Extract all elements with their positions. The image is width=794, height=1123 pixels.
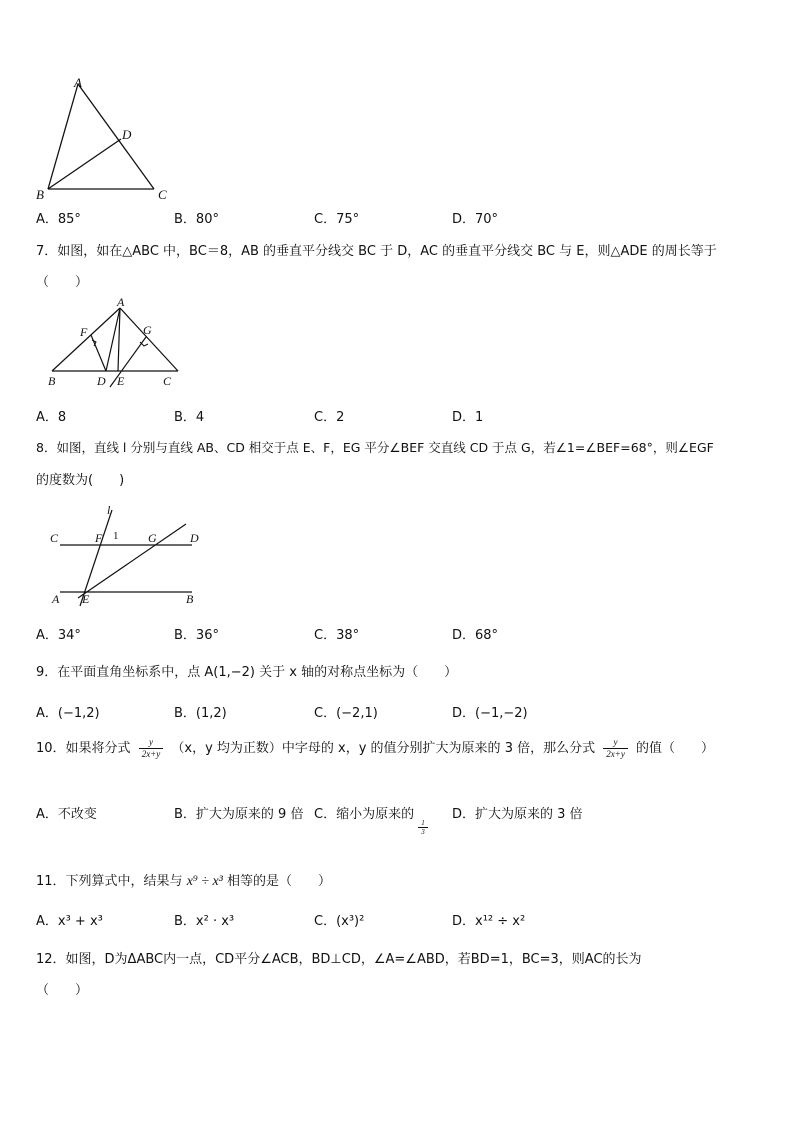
q9-option-d[interactable]: D．(−1,−2)	[452, 706, 528, 721]
q10-fraction-2	[603, 737, 628, 760]
q6-option-a[interactable]: A．85°	[36, 212, 81, 227]
q12-stem-line2: （ ）	[36, 983, 89, 998]
q10-fraction-2-num: y	[603, 737, 628, 749]
fig8-label-g: G	[148, 531, 157, 545]
q10-fraction-1	[139, 737, 164, 760]
q9-option-b[interactable]: B．(1,2)	[174, 706, 227, 721]
q8-option-d[interactable]: D．68°	[452, 628, 499, 643]
q10-option-c[interactable]	[314, 803, 428, 836]
q10-stem-prefix: 10．如果将分式	[36, 741, 131, 756]
q8-stem-line2: 的度数为( )	[36, 473, 125, 488]
fig8-label-c: C	[50, 531, 59, 545]
fig7-label-b: B	[48, 374, 56, 388]
q11-option-a[interactable]: A．x³ + x³	[36, 914, 103, 929]
q10-option-c-fraction	[418, 819, 428, 836]
q10-option-c-frac-num: 1	[418, 819, 428, 828]
q9-option-c[interactable]: C．(−2,1)	[314, 706, 378, 721]
q8-parallel-lines-figure	[40, 502, 210, 612]
fig8-label-a: A	[52, 592, 60, 606]
q11-stem	[36, 870, 331, 890]
q9-stem: 9．在平面直角坐标系中，点 A(1,−2) 关于 x 轴的对称点坐标为（ ）	[36, 665, 458, 680]
q10-fraction-1-num: y	[139, 737, 164, 749]
fig7-label-a: A	[117, 295, 125, 309]
q10-option-c-text: C．缩小为原来的	[314, 807, 415, 822]
q6-option-d[interactable]: D．70°	[452, 212, 499, 227]
q8-option-b[interactable]: B．36°	[174, 628, 219, 643]
q11-option-c[interactable]: C．(x³)²	[314, 914, 365, 929]
fig7-label-c: C	[163, 374, 172, 388]
q10-option-b[interactable]: B．扩大为原来的 9 倍	[174, 807, 304, 822]
q8-option-c[interactable]: C．38°	[314, 628, 360, 643]
fig6-label-b: B	[36, 187, 44, 202]
q10-fraction-2-den: 2x+y	[606, 749, 625, 759]
fig7-label-e: E	[117, 374, 125, 388]
fig6-label-c: C	[158, 187, 167, 202]
fig6-label-a: A	[74, 75, 82, 90]
fig7-label-d: D	[97, 374, 106, 388]
fig8-label-1: 1	[113, 530, 119, 542]
q8-option-a[interactable]: A．34°	[36, 628, 81, 643]
fig7-label-g: G	[143, 323, 152, 337]
q6-triangle-figure	[30, 72, 180, 204]
fig6-label-d: D	[122, 127, 132, 142]
q10-option-d[interactable]: D．扩大为原来的 3 倍	[452, 807, 583, 822]
q7-stem-line2: （ ）	[36, 275, 89, 290]
q10-option-a[interactable]: A．不改变	[36, 807, 97, 822]
fig8-label-l: l	[107, 503, 111, 517]
q6-option-c[interactable]: C．75°	[314, 212, 360, 227]
q11-option-b[interactable]: B．x² · x³	[174, 914, 235, 929]
q6-option-b[interactable]: B．80°	[174, 212, 219, 227]
q10-stem-suffix: 的值（ ）	[635, 741, 714, 756]
q7-option-b[interactable]: B．4	[174, 410, 205, 425]
q7-stem-line1: 7．如图，如在△ABC 中，BC＝8，AB 的垂直平分线交 BC 于 D，AC 的垂直平分线交 BC 与 E，则△ADE 的周长等于	[36, 244, 717, 259]
q12-stem-line1: 12．如图，D为ΔABC内一点，CD平分∠ACB，BD⊥CD，∠A=∠ABD，若BD=1，BC=3，则AC的长为	[36, 952, 642, 967]
q8-stem-line1: 8．如图，直线 l 分别与直线 AB、CD 相交于点 E、F，EG 平分∠BEF 交直线 CD 于点 G，若∠1=∠BEF=68°，则∠EGF	[36, 440, 714, 455]
q10-stem-middle: （x，y 均为正数）中字母的 x，y 的值分别扩大为原来的 3 倍，那么分式	[171, 741, 596, 756]
q10-stem	[36, 737, 714, 760]
q11-option-d[interactable]: D．x¹² ÷ x²	[452, 914, 526, 929]
q7-option-c[interactable]: C．2	[314, 410, 345, 425]
fig8-label-b: B	[186, 592, 194, 606]
q7-triangle-figure	[40, 294, 190, 390]
fig8-label-f: F	[95, 531, 103, 545]
fig7-label-f: F	[80, 325, 88, 339]
q11-stem-expr: x⁹ ÷ x³	[186, 874, 223, 889]
q10-option-c-frac-den: 3	[421, 828, 425, 836]
q11-stem-suffix: 相等的是（ ）	[227, 874, 332, 889]
q11-stem-prefix: 11．下列算式中，结果与	[36, 874, 183, 889]
fig8-label-d: D	[190, 531, 199, 545]
q9-option-a[interactable]: A．(−1,2)	[36, 706, 100, 721]
fig8-label-e: E	[82, 592, 90, 606]
q7-option-a[interactable]: A．8	[36, 410, 67, 425]
q10-fraction-1-den: 2x+y	[141, 749, 161, 759]
q7-option-d[interactable]: D．1	[452, 410, 484, 425]
